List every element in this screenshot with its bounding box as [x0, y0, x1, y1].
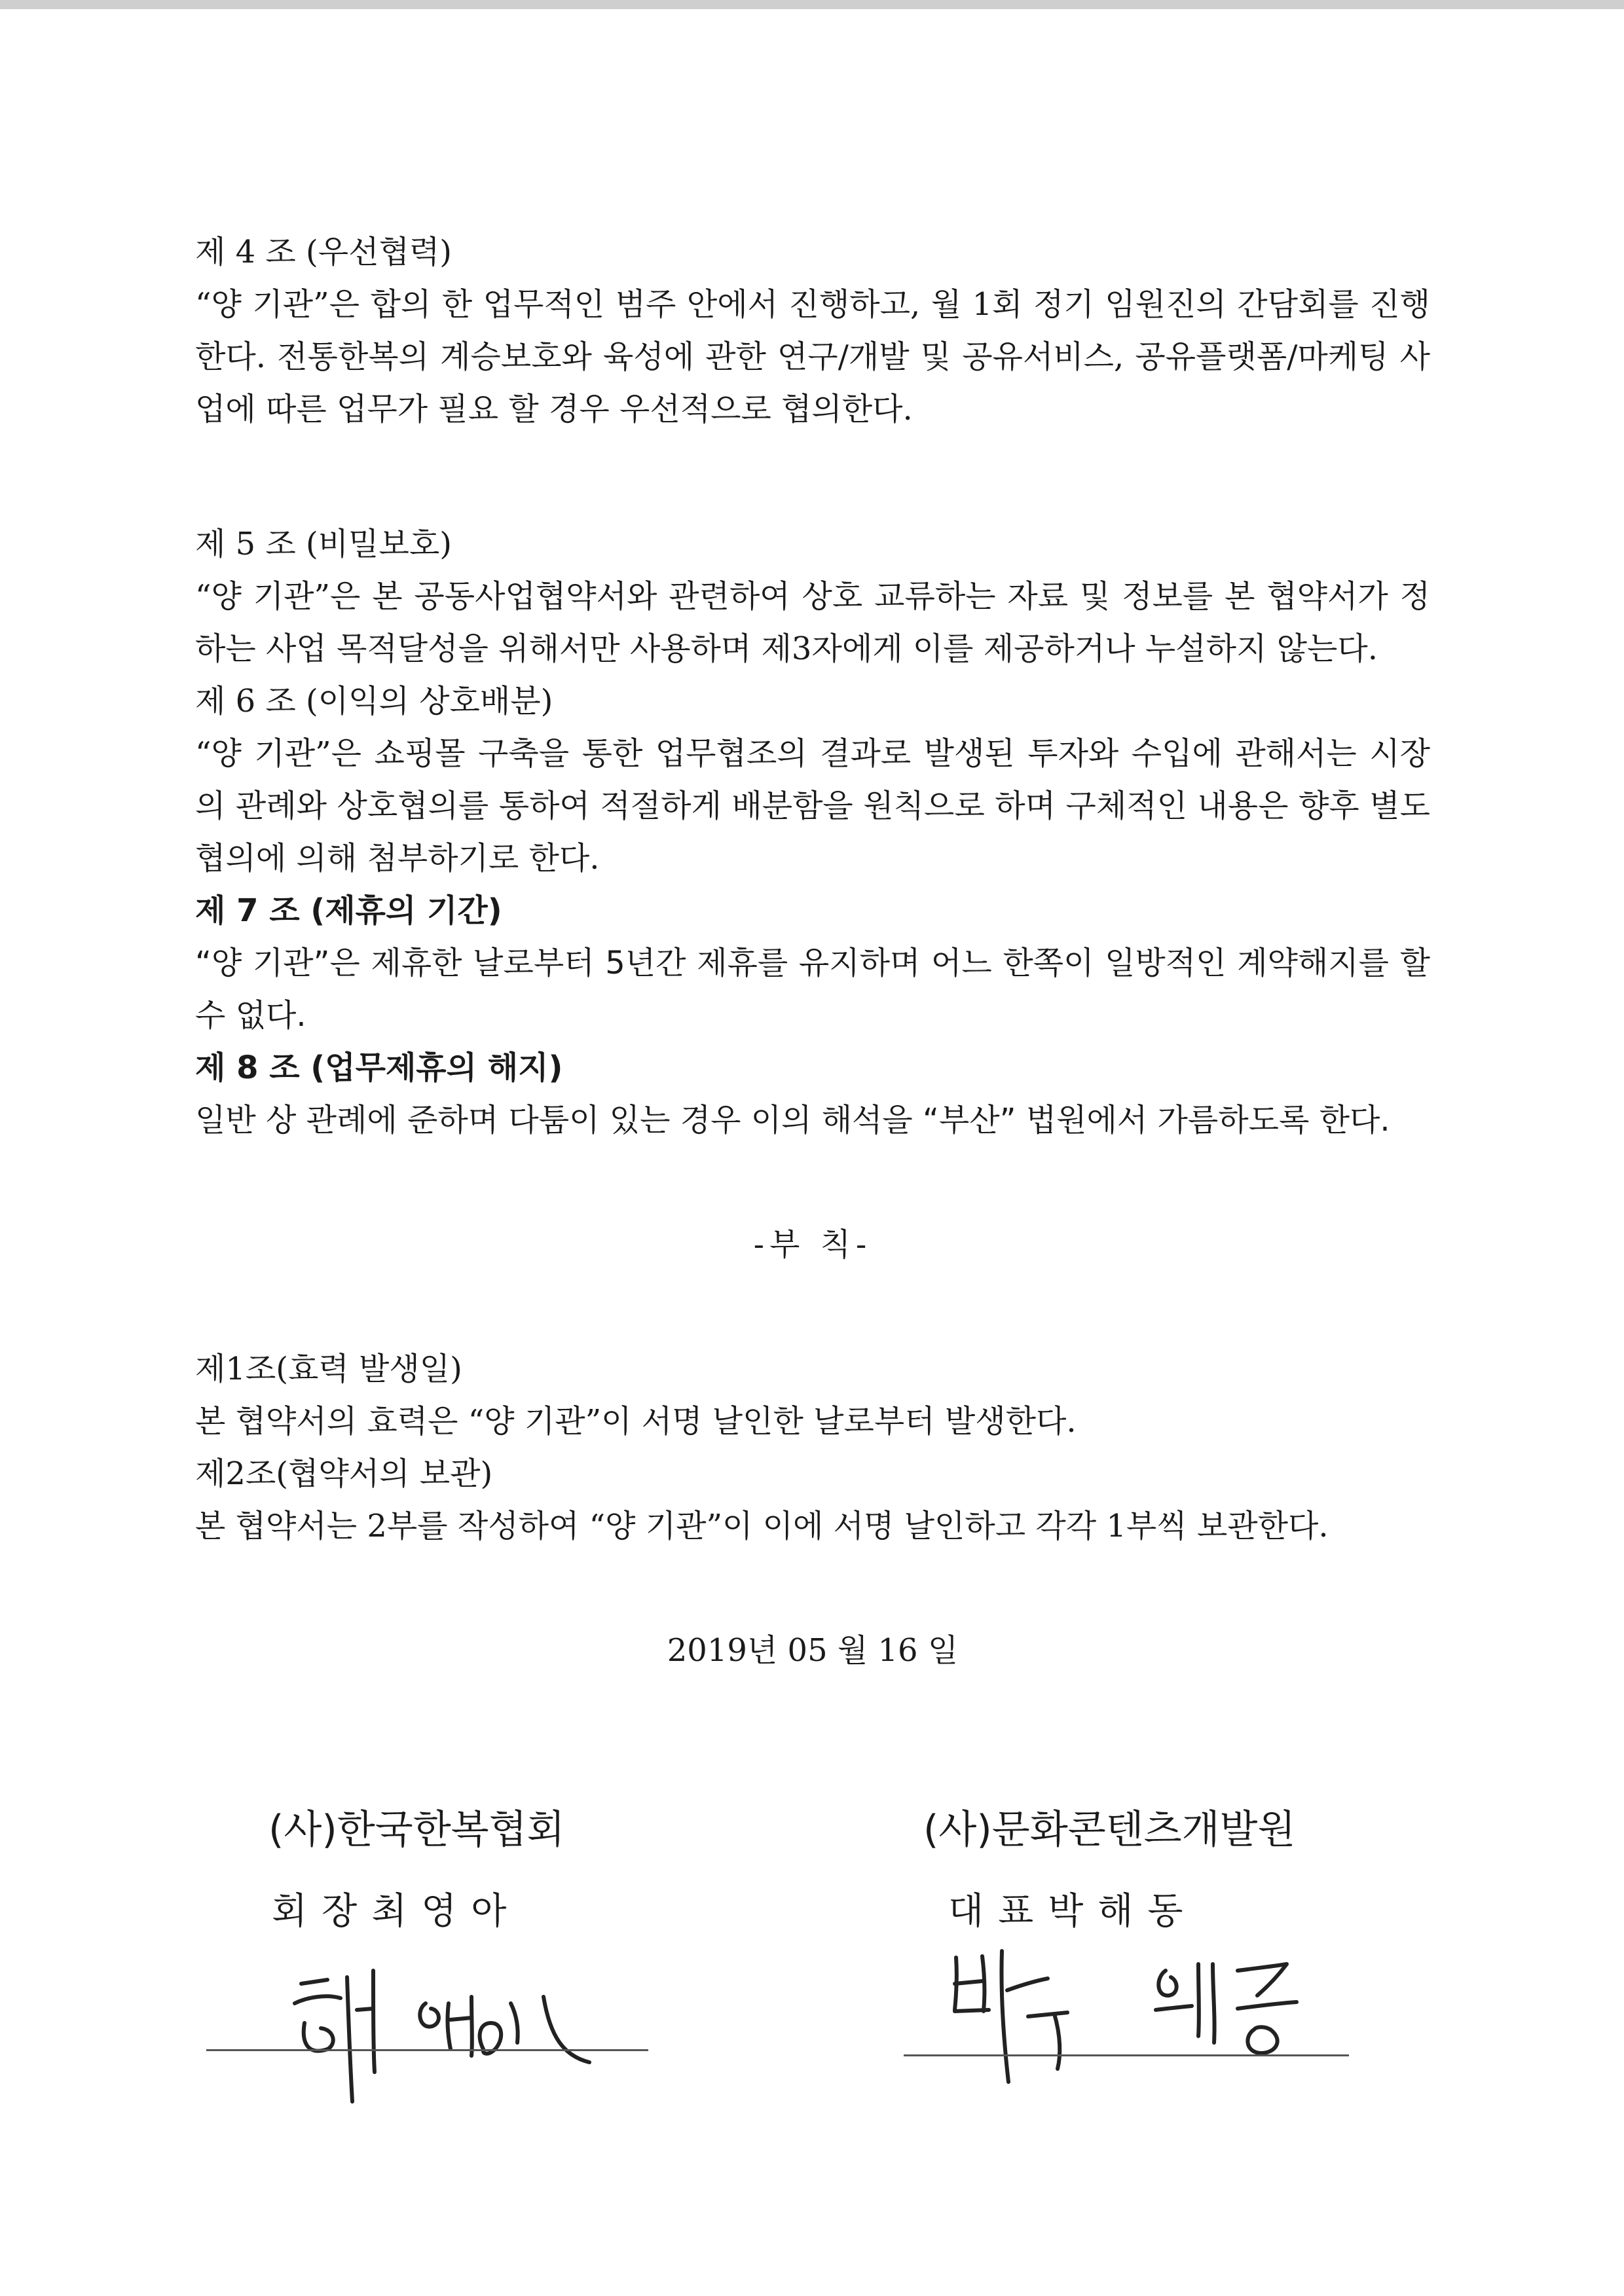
article-7 — [195, 884, 1430, 1042]
article-7-title: 제 7 조 (제휴의 기간) — [195, 892, 502, 929]
article-8-body: 일반 상 관례에 준하며 다툼이 있는 경우 이의 해석을 “부산” 법원에서 가름하도록 한다. — [195, 1102, 1390, 1139]
article-4-body: “양 기관”은 합의 한 업무적인 범주 안에서 진행하고, 월 1회 정기 임원진의 간담회를 진행한다. 전통한복의 계승보호와 육성에 관한 연구/개발 및 공유서비스, 공유플랫폼/마케팅 사업에 따른 업무가 필요 할 경우 우선적으로 협의한다. — [195, 286, 1430, 428]
party-2-signature — [930, 1938, 1336, 2088]
party-2-signature-line — [904, 2054, 1349, 2056]
supplementary-title: -부 칙- — [753, 1226, 872, 1263]
document-body — [195, 226, 1430, 1677]
supplementary-article-1 — [195, 1343, 1430, 1448]
party-2-rep: 대표박해동 — [948, 1890, 1198, 1933]
party-1-signature — [275, 1958, 616, 2108]
article-4-title: 제 4 조 (우선협력) — [195, 234, 452, 270]
supplementary-article-2-title: 제2조(협약서의 보관) — [195, 1455, 493, 1492]
supplementary-article-2 — [195, 1448, 1430, 1552]
article-8-title: 제 8 조 (업무제휴의 해지) — [195, 1049, 563, 1086]
article-5-title: 제 5 조 (비밀보호) — [195, 526, 452, 562]
supplementary-article-2-body: 본 협약서는 2부를 작성하여 “양 기관”이 이에 서명 날인하고 각각 1부씩 보관한다. — [195, 1508, 1329, 1544]
scan-top-edge — [0, 0, 1624, 9]
agreement-date: 2019년 05 월 16 일 — [667, 1632, 959, 1669]
article-7-body: “양 기관”은 제휴한 날로부터 5년간 제휴를 유지하며 어느 한쪽이 일방적인 계약해지를 할 수 없다. — [195, 945, 1430, 1034]
article-6 — [195, 675, 1430, 884]
article-5-body: “양 기관”은 본 공동사업협약서와 관련하여 상호 교류하는 자료 및 정보를 본 협약서가 정하는 사업 목적달성을 위해서만 사용하며 제3자에게 이를 제공하거나 누설하지 않는다. — [195, 578, 1430, 667]
party-1-org: (사)한국한복협회 — [268, 1807, 565, 1853]
party-1-signature-line — [206, 2049, 648, 2051]
article-5 — [195, 518, 1430, 675]
article-4 — [195, 226, 1430, 435]
article-6-body: “양 기관”은 쇼핑몰 구축을 통한 업무협조의 결과로 발생된 투자와 수입에 관해서는 시장의 관례와 상호협의를 통하여 적절하게 배분함을 원칙으로 하며 구체적인 내용은 향후 별도협의에 의해 첨부하기로 한다. — [195, 735, 1430, 877]
party-1-rep: 회장최영아 — [272, 1890, 521, 1933]
party-2-org: (사)문화콘텐츠개발원 — [923, 1807, 1296, 1853]
supplementary-article-1-title: 제1조(효력 발생일) — [195, 1351, 462, 1387]
article-8 — [195, 1042, 1430, 1146]
supplementary-article-1-body: 본 협약서의 효력은 “양 기관”이 서명 날인한 날로부터 발생한다. — [195, 1403, 1077, 1440]
article-6-title: 제 6 조 (이익의 상호배분) — [195, 683, 553, 720]
